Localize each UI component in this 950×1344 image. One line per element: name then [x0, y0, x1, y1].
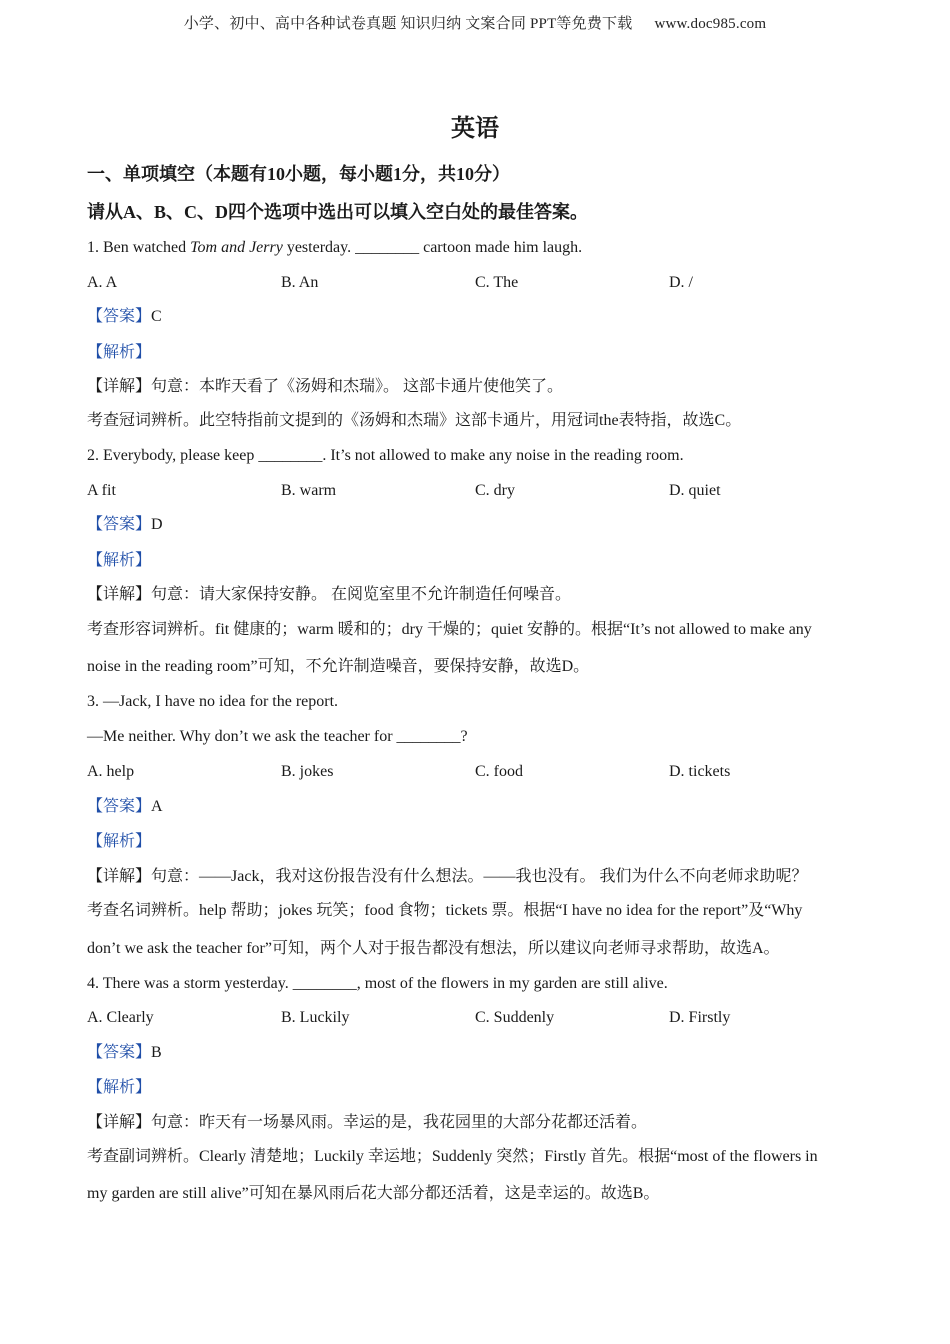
- question-4-answer: 【答案】B: [87, 1044, 162, 1061]
- question-3-explain-1: 考查名词辨析。help 帮助；jokes 玩笑；food 食物；tickets 票。根据“I have no idea for the report”及“Why: [87, 902, 803, 919]
- header-text: 小学、初中、高中各种试卷真题 知识归纳 文案合同 PPT等免费下载: [183, 16, 633, 32]
- question-3-stem: 3. —Jack, I have no idea for the report.: [87, 693, 339, 710]
- section-instruction: 请从A、B、C、D四个选项中选出可以填入空白处的最佳答案。: [87, 202, 589, 222]
- question-4-explain-2: my garden are still alive”可知在暴风雨后花大部分都还活着，这是幸运的。故选B。: [87, 1185, 660, 1202]
- page-header: [0, 12, 950, 33]
- header-site[interactable]: www.doc985.com: [654, 16, 767, 32]
- question-4-stem: 4. There was a storm yesterday. ________, most of the flowers in my garden are still alive.: [87, 975, 668, 992]
- option-b: B. An: [281, 274, 319, 291]
- option-b: B. Luckily: [281, 1009, 350, 1026]
- section-heading: 一、单项填空（本题有10小题，每小题1分，共10分）: [87, 164, 510, 184]
- question-2-explain-1: 考查形容词辨析。fit 健康的；warm 暖和的；dry 干燥的；quiet 安静的。根据“It’s not allowed to make any: [87, 621, 812, 638]
- question-2-stem: 2. Everybody, please keep ________. It’s not allowed to make any noise in the reading room.: [87, 447, 684, 464]
- option-a: A fit: [87, 482, 116, 499]
- question-4-explain-1: 考查副词辨析。Clearly 清楚地；Luckily 幸运地；Suddenly 突然；Firstly 首先。根据“most of the flowers in: [87, 1148, 818, 1165]
- question-1-answer: 【答案】C: [87, 308, 162, 325]
- option-c: C. The: [475, 274, 519, 291]
- question-2-explain-2: noise in the reading room”可知，不允许制造噪音，要保持安静，故选D。: [87, 658, 590, 675]
- option-d: D. tickets: [669, 763, 731, 780]
- question-1-analysis: 【解析】: [87, 344, 152, 361]
- question-4-detail: 【详解】句意：昨天有一场暴风雨。幸运的是，我花园里的大部分花都还活着。: [87, 1114, 648, 1131]
- question-3-analysis: 【解析】: [87, 833, 152, 850]
- question-3-stem-2: —Me neither. Why don’t we ask the teacher for ________?: [87, 728, 468, 745]
- option-d: D. quiet: [669, 482, 721, 499]
- option-a: A. Clearly: [87, 1009, 154, 1026]
- option-d: D. /: [669, 274, 693, 291]
- question-3-answer: 【答案】A: [87, 798, 163, 815]
- option-c: C. dry: [475, 482, 515, 499]
- option-d: D. Firstly: [669, 1009, 731, 1026]
- question-2-answer: 【答案】D: [87, 516, 163, 533]
- question-4-analysis: 【解析】: [87, 1079, 152, 1096]
- option-c: C. Suddenly: [475, 1009, 555, 1026]
- option-c: C. food: [475, 763, 523, 780]
- question-3-detail: 【详解】句意：——Jack，我对这份报告没有什么想法。——我也没有。 我们为什么不向老师求助呢？: [87, 868, 808, 885]
- option-b: B. jokes: [281, 763, 334, 780]
- question-1-explain: 考查冠词辨析。此空特指前文提到的《汤姆和杰瑞》这部卡通片，用冠词the表特指，故选C。: [87, 412, 742, 429]
- question-2-analysis: 【解析】: [87, 552, 152, 569]
- question-1-stem: 1. Ben watched Tom and Jerry yesterday. ________ cartoon made him laugh.: [87, 239, 583, 256]
- option-a: A. help: [87, 763, 135, 780]
- question-1-detail: 【详解】句意：本昨天看了《汤姆和杰瑞》。 这部卡通片使他笑了。: [87, 378, 564, 395]
- option-b: B. warm: [281, 482, 337, 499]
- question-3-explain-2: don’t we ask the teacher for”可知，两个人对于报告都没有想法，所以建议向老师寻求帮助，故选A。: [87, 940, 780, 957]
- page-title: 英语: [451, 116, 499, 142]
- question-2-detail: 【详解】句意：请大家保持安静。 在阅览室里不允许制造任何噪音。: [87, 586, 572, 603]
- option-a: A. A: [87, 274, 118, 291]
